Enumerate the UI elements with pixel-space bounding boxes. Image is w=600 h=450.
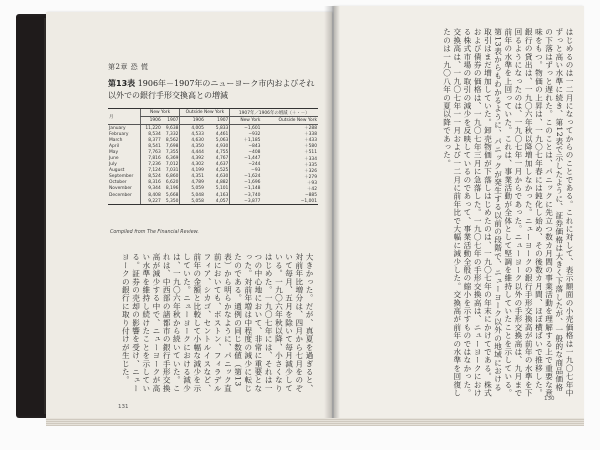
table-cell: 4,533	[180, 131, 205, 137]
table-cell: −1,601	[230, 125, 262, 132]
table-cell: 11,220	[140, 125, 162, 132]
left-page-number: 131	[118, 404, 129, 410]
table-cell: 4,882	[215, 180, 229, 186]
table-cell: 4,461	[215, 131, 229, 137]
table-cell: 4,930	[215, 143, 229, 149]
table-cell: ＋42	[307, 186, 317, 192]
table-cell: 4,057	[205, 198, 230, 205]
col-1907: 1907	[162, 117, 180, 125]
table-cell: ＋338	[304, 132, 317, 138]
table-cell: October	[109, 180, 127, 186]
table-cell: 5,833	[215, 125, 229, 131]
table-cell: December	[109, 192, 132, 198]
table-cell: 4,199	[180, 168, 205, 174]
table-cell: −3,740	[230, 192, 262, 198]
table-cell: ＋580	[304, 144, 317, 150]
table-source: Compiled from The Financial Review.	[110, 230, 199, 235]
table-cell: August	[109, 168, 125, 174]
table-cell: 5,058	[180, 198, 205, 205]
table-cell: ＋433	[304, 138, 317, 144]
table-cell	[108, 198, 140, 205]
table-cell: 4,350	[180, 143, 205, 149]
table-cell: 4,392	[180, 155, 205, 161]
table-cell: −843	[230, 143, 262, 149]
table-cell: 8,562	[165, 137, 179, 143]
table-cell: 7,355	[165, 149, 179, 155]
table-cell: 7,332	[165, 131, 179, 137]
table-cell: 7,031	[165, 168, 179, 174]
table-cell: 4,163	[215, 192, 229, 198]
table-cell: 5,059	[180, 186, 205, 192]
table-cell: 4,302	[180, 162, 205, 168]
right-page-number: 130	[544, 396, 555, 402]
table-cell: May	[109, 149, 119, 155]
table-cell: June	[109, 156, 119, 162]
table-cell: 5,668	[165, 192, 179, 198]
table-cell: April	[109, 143, 120, 149]
table-cell: February	[109, 131, 129, 137]
table-cell: 7,763	[140, 149, 162, 155]
col-1907b: 1907	[205, 117, 230, 125]
table-cell: −1,696	[230, 180, 262, 186]
table-cell: 5,350	[162, 198, 180, 205]
table-cell: −1,001	[261, 198, 318, 205]
table-cell: −932	[230, 131, 262, 137]
running-head: 第2章 恐 慌	[108, 63, 149, 71]
table-cell: 4,005	[180, 125, 205, 132]
table-number: 第13表	[108, 79, 136, 88]
table-cell: 8,524	[140, 174, 162, 180]
table-cell: September	[109, 174, 134, 180]
table-cell: ＋93	[307, 180, 317, 186]
table-cell: 4,351	[180, 174, 205, 180]
table-cell: January	[109, 125, 126, 131]
table-cell: 8,316	[140, 180, 162, 186]
table-cell: 9,227	[140, 198, 162, 205]
table-cell: 7,698	[165, 143, 179, 149]
table-cell: −408	[230, 149, 262, 155]
table-cell: −1,447	[230, 155, 262, 161]
table-cell: ＋279	[304, 174, 317, 180]
table-cell: 4,789	[180, 180, 205, 186]
col-1906b: 1906	[180, 117, 205, 125]
table-cell: July	[109, 162, 117, 168]
page-edges	[46, 418, 584, 426]
table-cell: 5,101	[215, 186, 229, 192]
table-cell: −244	[230, 162, 262, 168]
clearings-table	[108, 108, 318, 205]
table-cell: ＋335	[304, 162, 317, 168]
col-new-york: New York	[140, 109, 180, 117]
col-1906: 1906	[140, 117, 162, 125]
table-cell: 6,369	[165, 156, 179, 162]
table-cell: 4,444	[180, 149, 205, 155]
table-cell: 7,124	[140, 168, 162, 174]
table-cell: 8,408	[140, 192, 162, 198]
table-cell: March	[109, 137, 123, 143]
left-body-text: 大きかった。だが、真夏を過ぎると、対前年比増分は、四月から七月をのぞいて毎月、五月を除いて毎月減少している。一九〇六年秋以降、小さくなりはじめた。一九〇七年には、それは一つの中心地において、非常に重要となった。対前年増は中程度の減少に転じたのである。通例の同じ数値（第13表）から明らかなように、パニック直前においても、ボストン、フィラデルフィア、シカゴ、セントルイスなど、前年の金額と比較して小幅な減少を示していた。ニューヨークにおける減少は、一九〇六年秋から続いていた。これは、中西部の諸都市の銀行手形交換高が減少する中で、ニューヨークが高い水準を維持し続けたことを示している。証券の売却の影響を受け、ニューヨークの銀行に取り付けが生じた。	[121, 253, 314, 393]
table-cell: 8,377	[140, 137, 162, 143]
table-cell: −3,877	[230, 198, 262, 205]
table-caption: 1906年－1907年のニューヨーク市内およびそれ以外での銀行手形交換高との増減	[108, 79, 315, 100]
table-cell: 4,755	[215, 149, 229, 155]
table-cell: 7,012	[165, 162, 179, 168]
table-cell: ＋326	[304, 168, 317, 174]
col-outside: Outside New York	[180, 109, 230, 117]
table-title	[108, 78, 318, 102]
table-cell: 4,767	[215, 156, 229, 162]
table-cell: 5,063	[215, 137, 229, 143]
table-cell: −1,624	[230, 174, 262, 180]
table-cell: 6,620	[165, 180, 179, 186]
table-cell: 6,860	[165, 174, 179, 180]
table-cell: 7,816	[140, 155, 162, 161]
table-cell: 9,344	[140, 186, 162, 192]
table-row	[108, 125, 318, 132]
table-cell: ＋334	[304, 156, 317, 162]
table-row	[108, 198, 318, 205]
table-cell: 7,236	[140, 162, 162, 168]
table-cell: November	[109, 186, 132, 192]
table-cell: 4,525	[215, 168, 229, 174]
col-change: 1907年／1906年の増減（＋・－）	[230, 109, 318, 117]
right-body-text: はじめるのは一二月になってからのことである。これに対して、表示額面の小売価格は一九〇七年中ずっと高い水準に続き、第12表で示したように、証券価格は大きく下落したが、一般的な商品価格の下落はずっと遅れた。このことは、パニックに先立つ数カ月間の事業活動を理解する上で重要な意味をもつ。物価の上昇は、一九〇七年春には鈍化し始め、その後数カ月間、ほぼ横ばいで推移した。銀行の貸出は、一九〇六年秋以降増加しなかった。ニューヨークの銀行手形交換高が前年の水準を下回るようになったのは、一九〇七年一月からであった。ニューヨーク以外の手形交換高は、九月まで前年の水準を上回っていた。これは、事業活動が全体として堅調を維持していたことを示している。第13表からもわかるように、パニックが発生する以前の段階で、ニューヨーク以外の地域における取引はまだ増加していた。卸売物価が下落しはじめたのは、一九〇七年の年末にかけてである。株式および債券の価格は、一九〇七年三月に急落した。一九〇七年の手形交換高は、ニューヨークにおける株式市場の取引の減少を反映しているのであって、事業活動全般の縮小を示すものではなかった。交換高は、一九〇七年一一月および一二月に前年比で大幅に減少した。交換高が前年の水準を回復したのは一九〇八年の夏以降であった。	[442, 28, 574, 397]
table-cell: 5,048	[180, 192, 205, 198]
table-cell: −885	[304, 192, 317, 198]
table-cell: 4,630	[180, 137, 205, 143]
table-cell: 4,637	[215, 162, 229, 168]
table-cell: 9,638	[165, 125, 179, 131]
table-cell: −1,148	[230, 186, 262, 192]
col-change-ny: New York	[230, 117, 262, 125]
book-gutter	[324, 6, 340, 424]
table-cell: 8,541	[140, 143, 162, 149]
table-cell: ＋1,185	[230, 137, 262, 143]
table-cell: 4,630	[215, 174, 229, 180]
col-month: 月	[108, 109, 140, 125]
table-cell: ＋511	[304, 150, 317, 156]
table-cell: ＋288	[304, 126, 317, 132]
table-cell: −93	[230, 168, 262, 174]
table-cell: 8,534	[140, 131, 162, 137]
table-cell: 8,196	[165, 186, 179, 192]
col-change-out: Outside New York	[261, 117, 318, 125]
